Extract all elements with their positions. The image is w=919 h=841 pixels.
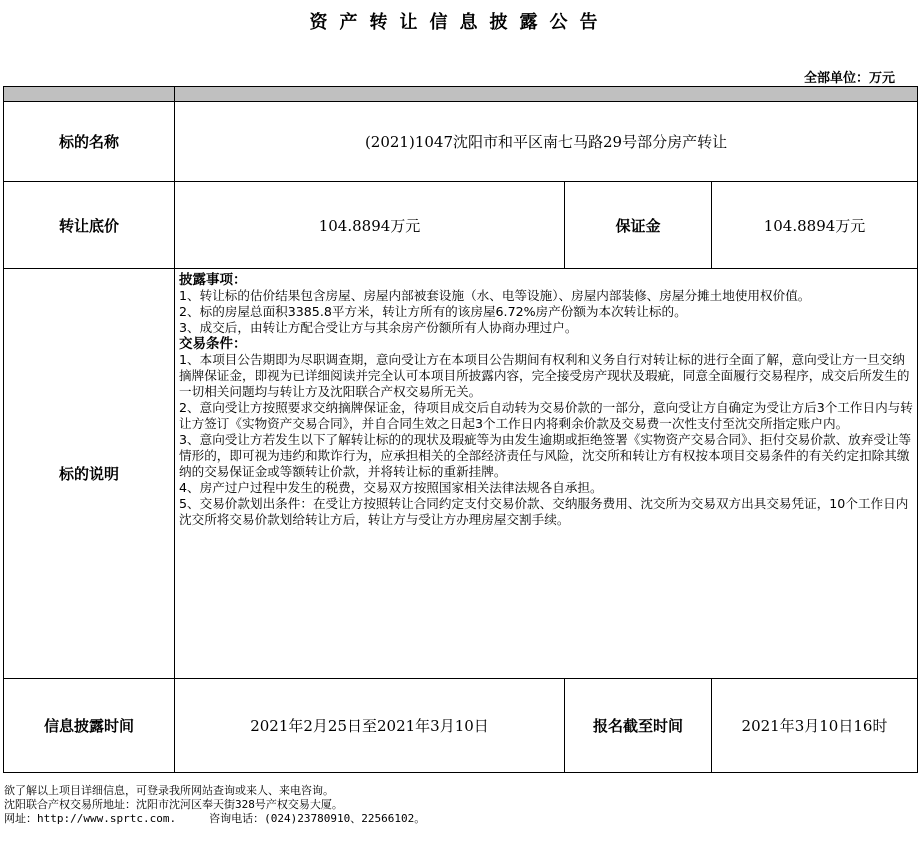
disclosure-item-2: 2、标的房屋总面积3385.8平方米，转让方所有的该房屋6.72%房产份额为本次转让标的。 [179, 304, 687, 319]
header-band-left [4, 87, 175, 102]
time-value: 2021年2月25日至2021年3月10日 [175, 679, 565, 773]
conditions-heading: 交易条件： [179, 336, 247, 352]
condition-item-3: 3、意向受让方若发生以下了解转让标的的现状及瑕疵等为由发生逾期或拒绝签署《实物资产交易合同》、拒付交易价款、放弃受让等情形的，即可视为违约和欺诈行为，应承担相关的全部经济责任与风险，沈交所和转让方有权按本项目交易条件的有关约定扣除其缴纳的交易保证金或等额转让价款，并将转让标的重新挂牌。 [179, 432, 912, 479]
description-content [175, 269, 918, 679]
row-description [4, 269, 918, 679]
description-label: 标的说明 [4, 269, 175, 679]
condition-item-4: 4、房产过户过程中发生的税费，交易双方按照国家相关法律法规各自承担。 [179, 480, 603, 495]
disclosure-heading: 披露事项： [179, 272, 247, 288]
footer-info [4, 784, 425, 826]
header-band-right [175, 87, 918, 102]
document-title: 资产转让信息披露公告 [309, 12, 610, 33]
deposit-label: 保证金 [565, 182, 712, 269]
price-value: 104.8894万元 [175, 182, 565, 269]
name-label: 标的名称 [4, 102, 175, 182]
disclosure-table [3, 86, 918, 773]
name-value: (2021)1047沈阳市和平区南七马路29号部分房产转让 [175, 102, 918, 182]
row-price [4, 182, 918, 269]
footer-line-contact: 网址：http://www.sprtc.com. 咨询电话：(024)23780910、22566102。 [4, 812, 426, 825]
deadline-label: 报名截至时间 [565, 679, 712, 773]
footer-line-address: 沈阳联合产权交易所地址：沈阳市沈河区奉天街328号产权交易大厦。 [4, 798, 343, 811]
condition-item-5: 5、交易价款划出条件：在受让方按照转让合同约定支付交易价款、交纳服务费用、沈交所为交易双方出具交易凭证，10个工作日内沈交所将交易价款划给转让方后，转让方与受让方办理房屋交割手续。 [179, 496, 909, 527]
time-label: 信息披露时间 [4, 679, 175, 773]
row-name [4, 102, 918, 182]
row-time [4, 679, 918, 773]
footer-line-inquiry: 欲了解以上项目详细信息，可登录我所网站查询或来人、来电咨询。 [4, 784, 334, 797]
condition-item-2: 2、意向受让方按照要求交纳摘牌保证金，待项目成交后自动转为交易价款的一部分，意向受让方自确定为受让方后3个工作日内与转让方签订《实物资产交易合同》，并自合同生效之日起3个工作日内将剩余价款及交易费一次性支付至沈交所指定账户内。 [179, 400, 913, 431]
deposit-value: 104.8894万元 [712, 182, 918, 269]
price-label: 转让底价 [4, 182, 175, 269]
condition-item-1: 1、本项目公告期即为尽职调查期，意向受让方在本项目公告期间有权利和义务自行对转让标的进行全面了解，意向受让方一旦交纳摘牌保证金，即视为已详细阅读并完全认可本项目所披露内容，完全接受房产现状及瑕疵，同意全面履行交易程序，成交后所发生的一切相关问题均与转让方及沈阳联合产权交易所无关。 [179, 352, 910, 399]
disclosure-item-3: 3、成交后，由转让方配合受让方与其余房产份额所有人协商办理过户。 [179, 320, 578, 335]
disclosure-item-1: 1、转让标的估价结果包含房屋、房屋内部被套设施（水、电等设施）、房屋内部装修、房屋分摊土地使用权价值。 [179, 288, 811, 303]
deadline-value: 2021年3月10日16时 [712, 679, 918, 773]
unit-note: 全部单位：万元 [803, 71, 895, 86]
header-band [4, 87, 918, 102]
